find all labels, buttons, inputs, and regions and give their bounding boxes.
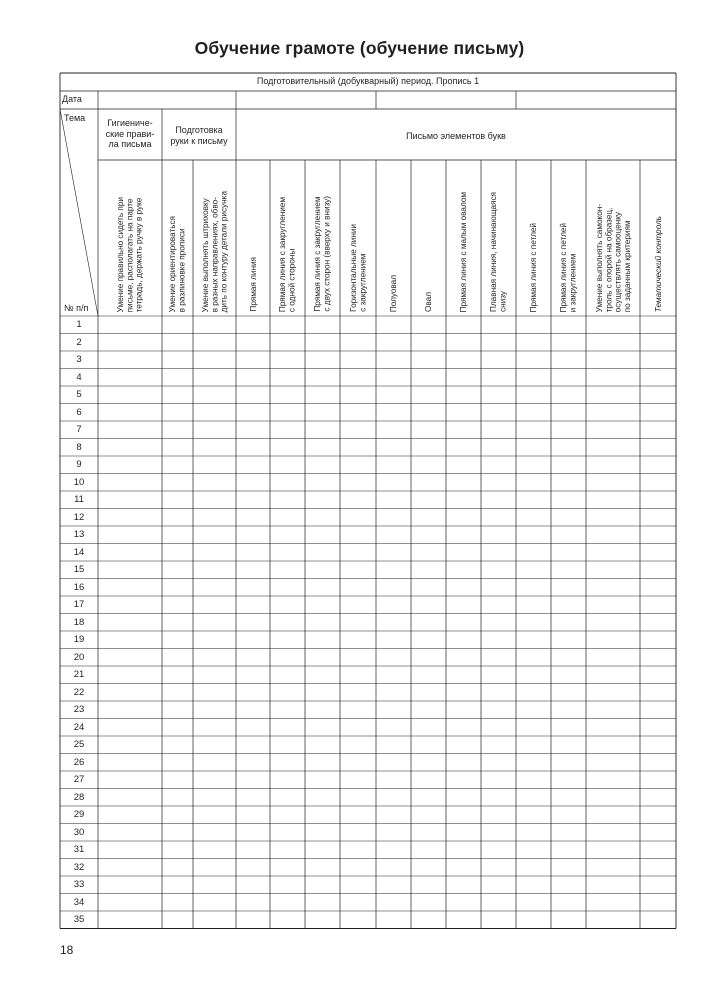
column-header-13: Прямая линия с петлей и закруглением bbox=[559, 223, 578, 313]
row-number: 15 bbox=[73, 564, 85, 575]
column-header-6: Прямая линия с закруглением с двух сторон (вверху и внизу) bbox=[313, 196, 332, 312]
row-number: 10 bbox=[73, 476, 85, 488]
column-header-14: Умение выполнять самокон- троль с опорой на образец, осуществлять самооценку по заданным критериям bbox=[594, 204, 632, 313]
column-header-15: Тематический контроль bbox=[653, 216, 663, 313]
row-number: 26 bbox=[73, 756, 85, 768]
column-header-9: Овал bbox=[424, 292, 433, 312]
row-number: 30 bbox=[73, 826, 85, 838]
row-number: 9 bbox=[76, 459, 82, 470]
column-header-12: Прямая линия с петлей bbox=[529, 223, 538, 313]
row-number: 31 bbox=[73, 844, 85, 855]
topic-label: Тема bbox=[64, 113, 86, 123]
row-number: 20 bbox=[73, 651, 85, 663]
row-number: 5 bbox=[76, 389, 82, 400]
row-number: 16 bbox=[73, 581, 85, 593]
row-number: 8 bbox=[76, 441, 82, 453]
page-title: Обучение грамоте (обучение письму) bbox=[194, 38, 525, 58]
column-header-5: Прямая линия с закруглением с одной стороны bbox=[278, 197, 297, 313]
row-number: 2 bbox=[76, 336, 82, 348]
row-number: 28 bbox=[73, 791, 85, 803]
row-number: 4 bbox=[76, 371, 82, 383]
group-letter-elements-header: Письмо элементов букв bbox=[406, 131, 506, 141]
row-number: 22 bbox=[73, 686, 85, 698]
group-hand-prep-header: Подготовка руки к письму bbox=[170, 125, 228, 146]
row-number: 18 bbox=[73, 616, 85, 628]
row-number: 11 bbox=[74, 494, 84, 505]
row-number: 3 bbox=[76, 354, 82, 365]
row-number: 13 bbox=[73, 529, 85, 540]
column-header-11: Плавная линия, начинающаяся снизу bbox=[489, 192, 508, 312]
row-number: 12 bbox=[73, 511, 85, 523]
row-number: 25 bbox=[73, 739, 85, 750]
row-number: 6 bbox=[76, 406, 82, 418]
column-header-10: Прямая линия с малым овалом bbox=[459, 192, 468, 313]
column-header-7: Горизонтальные линии с закруглением bbox=[348, 224, 367, 312]
row-number: 1 bbox=[76, 319, 82, 330]
row-number: 33 bbox=[73, 879, 85, 890]
row-number: 14 bbox=[73, 546, 85, 558]
column-header-3: Умение выполнять штриховку в разных направлениях, обво- дить по контуру детали рисунка bbox=[200, 191, 229, 313]
row-number: 23 bbox=[73, 704, 85, 715]
row-number: 32 bbox=[73, 861, 85, 873]
row-number: 21 bbox=[73, 669, 85, 680]
period-header: Подготовительный (добукварный) период. Пропись 1 bbox=[256, 76, 480, 86]
corner-diagonal bbox=[60, 109, 98, 316]
group-hygiene-header: Гигиениче- ские прави- ла письма bbox=[105, 118, 155, 149]
row-number: 35 bbox=[73, 914, 85, 925]
page-number: 18 bbox=[60, 943, 74, 957]
row-number: 7 bbox=[76, 424, 82, 435]
column-header-2: Умение ориентироваться в разлиновке прописи bbox=[168, 216, 187, 313]
column-header-4: Прямая линия bbox=[248, 257, 258, 312]
row-number: 29 bbox=[73, 809, 85, 820]
column-header-8: Полуовал bbox=[389, 275, 398, 313]
row-number: 27 bbox=[73, 774, 85, 785]
row-number: 34 bbox=[73, 896, 85, 908]
row-number: 17 bbox=[73, 599, 85, 610]
number-label: № п/п bbox=[64, 303, 89, 313]
column-header-1: Умение правильно сидеть при письме, располагать на парте тетрадь, держать ручку в руке bbox=[116, 197, 144, 313]
date-label: Дата bbox=[62, 94, 82, 104]
row-number: 24 bbox=[73, 721, 85, 733]
row-number: 19 bbox=[73, 634, 85, 645]
